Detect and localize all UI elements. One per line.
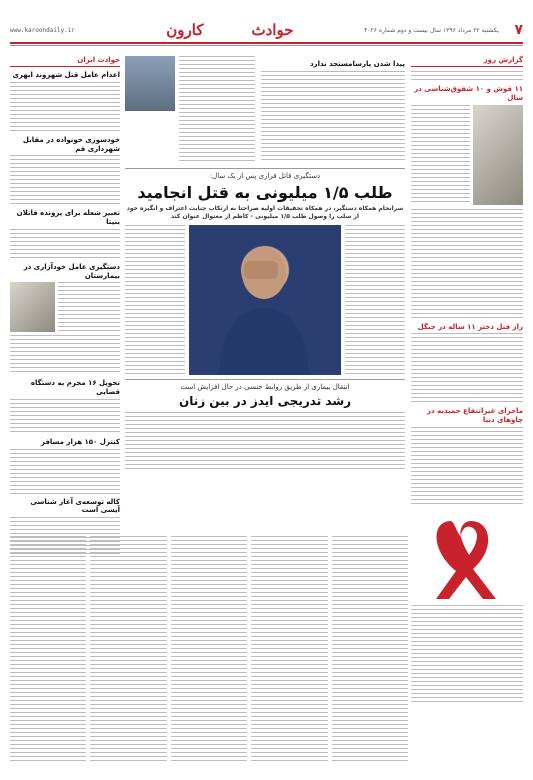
headline-aids-awareness: کاله توسعه‌ی آغاز شناسی آیسی است (30, 497, 120, 515)
aids-kicker: انتقال بیماری از طریق روابط جنسی در حال افزایش است (180, 383, 350, 392)
website-url[interactable]: www.karoondaily.ir (10, 26, 76, 34)
aids-ribbon-graphic (411, 511, 523, 601)
text-block (261, 71, 405, 161)
text-block (10, 335, 120, 375)
headline-self-immolation: خودسوزی خونواده در مقابل شهرداری قم (22, 135, 120, 153)
headline-passengers: کنترل ۱۵۰ هزار مسافر (40, 437, 120, 446)
classified-column (251, 536, 327, 761)
text-block (411, 333, 523, 403)
red-ribbon-icon (411, 511, 523, 601)
headline-execution: اعدام عامل قتل شهروند ابهری (12, 71, 120, 79)
section-tag-report: گزارش روز (411, 56, 523, 67)
text-block (345, 225, 405, 375)
photo-distressed-man (189, 225, 341, 375)
text-block (411, 605, 523, 705)
headline-benita: تعبیر شعله برای پرونده قاتلان بنیتا (16, 209, 120, 226)
photo-boy-portrait (125, 56, 175, 111)
section-title: حوادث (251, 21, 294, 39)
text-block (179, 56, 255, 161)
text-block (411, 427, 523, 507)
photo-accident (473, 105, 523, 205)
page-number: ۷ (514, 22, 523, 38)
aids-headline: رشد تدریجی ایدز در بین زنان (178, 394, 352, 409)
text-block (125, 412, 405, 472)
text-block (10, 229, 120, 259)
classifieds-area (10, 536, 408, 761)
headline-hospital: دستگیری عامل خودآزاری در بیمارستان (23, 262, 120, 280)
text-block (411, 105, 470, 205)
right-column (411, 56, 523, 761)
headline-girl-murder: راز قتل دختر ۱۱ ساله در جنگل (417, 322, 523, 331)
middle-column (125, 56, 405, 531)
text-block (10, 82, 120, 132)
text-block (10, 155, 120, 205)
classified-column (171, 536, 247, 761)
text-block (411, 209, 523, 319)
newspaper-logo: کارون (166, 21, 204, 39)
section-tag-iran: حوادث ایران (10, 56, 120, 67)
kicker-parsa: پیدا شدن پارسامستجد ندارد (309, 60, 405, 68)
left-column (10, 56, 120, 531)
classified-column (90, 536, 166, 761)
masthead (10, 16, 523, 54)
classified-column (332, 536, 408, 761)
text-block (411, 71, 523, 81)
headline-lawsuits: ۱۱ قوش و ۱۰ شقوق‌شناسی در سال (414, 85, 523, 102)
newspaper-page (10, 16, 523, 766)
headline-hamidiyeh: ماجرای غیرانتفاع حمیدیه در چاوهای دنیا (427, 407, 523, 424)
text-block (58, 282, 120, 332)
header-rule (10, 42, 523, 44)
classified-column (10, 536, 86, 761)
main-kicker: دستگیری قاتل فراری پس از یک سال: (209, 172, 321, 180)
text-block (10, 449, 120, 494)
main-headline: طلب ۱/۵ میلیونی به قتل انجامید (137, 183, 393, 202)
man-silhouette-icon (189, 225, 339, 375)
header-rule-thin (10, 45, 523, 46)
text-block (10, 399, 120, 434)
main-lead: سرانجام همکاه دستگیر، در همکاه تحقیقات اولیه صراحتا به ارتکاب جنایت اعتراف و انگیزه خود از سلب را وصول طلب ۱/۵ میلیونی - کاظم از معتوال عنوان کند (126, 205, 404, 221)
issue-date: یکشنبه ۲۲ مرداد ۱۳۹۶ سال بیست و دوم شماره ۴۰۲۶ (364, 26, 499, 34)
headline-criminals: تحویل ۱۶ مجرم به دستگاه قضایی (30, 379, 120, 396)
text-block (125, 225, 185, 375)
photo-hands (10, 282, 55, 332)
